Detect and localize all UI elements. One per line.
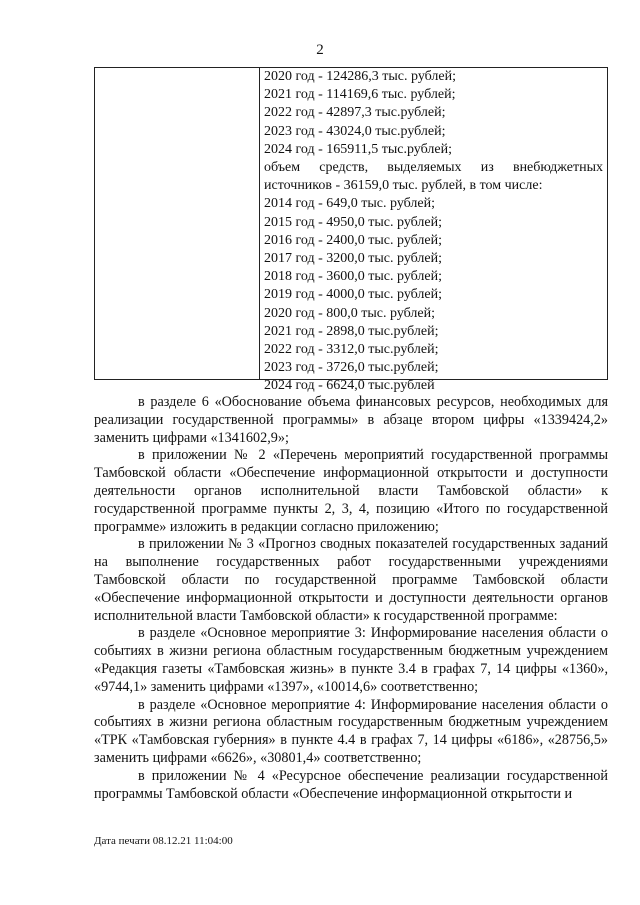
table-right-cell <box>260 68 607 394</box>
table-line: 2023 год - 3726,0 тыс.рублей; <box>264 360 439 376</box>
resource-table <box>94 67 608 394</box>
table-line: 2020 год - 800,0 тыс. рублей; <box>264 305 436 321</box>
table-line: 2018 год - 3600,0 тыс. рублей; <box>264 269 443 285</box>
document-body <box>94 394 608 803</box>
table-line: 2021 год - 2898,0 тыс.рублей; <box>264 323 439 339</box>
table-line: 2016 год - 2400,0 тыс. рублей; <box>264 232 443 248</box>
table-line: 2014 год - 649,0 тыс. рублей; <box>264 196 436 212</box>
table-line: 2015 год - 4950,0 тыс. рублей; <box>264 214 443 230</box>
paragraph: в приложении № 3 «Прогноз сводных показателей государственных заданий на выполнение государственных работ государственными учреждениями Тамбовской области по государственной программе Тамбовской области «Обеспечение информационной открытости и доступности деятельности органов исполнительной власти Тамбовской области» к государственной программе: <box>94 536 608 624</box>
table-line: 2024 год - 6624,0 тыс.рублей <box>264 378 435 394</box>
paragraph: в разделе «Основное мероприятие 3: Информирование населения области о событиях в жизни региона областным государственным бюджетным учреждением «Редакция газеты «Тамбовская жизнь» в пункте 3.4 в графах 7, 14 цифры «1360», «9744,1» заменить цифрами «1397», «10014,6» соответственно; <box>94 625 608 695</box>
print-date-footer: Дата печати 08.12.21 11:04:00 <box>94 835 233 847</box>
page-number: 2 <box>316 42 324 58</box>
table-line: объем средств, выделяемых из внебюджетных <box>264 160 603 176</box>
table-line: 2020 год - 124286,3 тыс. рублей; <box>264 69 457 84</box>
paragraph: в приложении № 4 «Ресурсное обеспечение реализации государственной программы Тамбовской области «Обеспечение информационной открытости и <box>94 767 608 802</box>
table-line: 2021 год - 114169,6 тыс. рублей; <box>264 87 456 103</box>
table-line: 2024 год - 165911,5 тыс.рублей; <box>264 141 452 157</box>
table-line: источников - 36159,0 тыс. рублей, в том числе: <box>264 178 543 194</box>
table-line: 2019 год - 4000,0 тыс. рублей; <box>264 287 443 303</box>
paragraph: в разделе «Основное мероприятие 4: Информирование населения области о событиях в жизни региона областным государственным бюджетным учреждением «ТРК «Тамбовская губерния» в пункте 4.4 в графах 7, 14 цифры «6186», «28756,5» заменить цифрами «6626», «30801,4» соответственно; <box>94 696 608 766</box>
table-line: 2022 год - 42897,3 тыс.рублей; <box>264 105 446 121</box>
table-left-cell <box>95 68 260 379</box>
table-line: 2022 год - 3312,0 тыс.рублей; <box>264 342 439 358</box>
paragraph: в приложении № 2 «Перечень мероприятий государственной программы Тамбовской области «Обеспечение информационной открытости и доступности деятельности органов исполнительной власти Тамбовской области» к государственной программе пункты 2, 3, 4, позицию «Итого по государственной программе» изложить в редакции согласно приложению; <box>94 447 608 535</box>
table-line: 2017 год - 3200,0 тыс. рублей; <box>264 251 443 267</box>
paragraph: в разделе 6 «Обоснование объема финансовых ресурсов, необходимых для реализации государственной программы» в абзаце втором цифры «1339424,2» заменить цифрами «1341602,9»; <box>94 394 608 446</box>
table-line: 2023 год - 43024,0 тыс.рублей; <box>264 123 446 139</box>
